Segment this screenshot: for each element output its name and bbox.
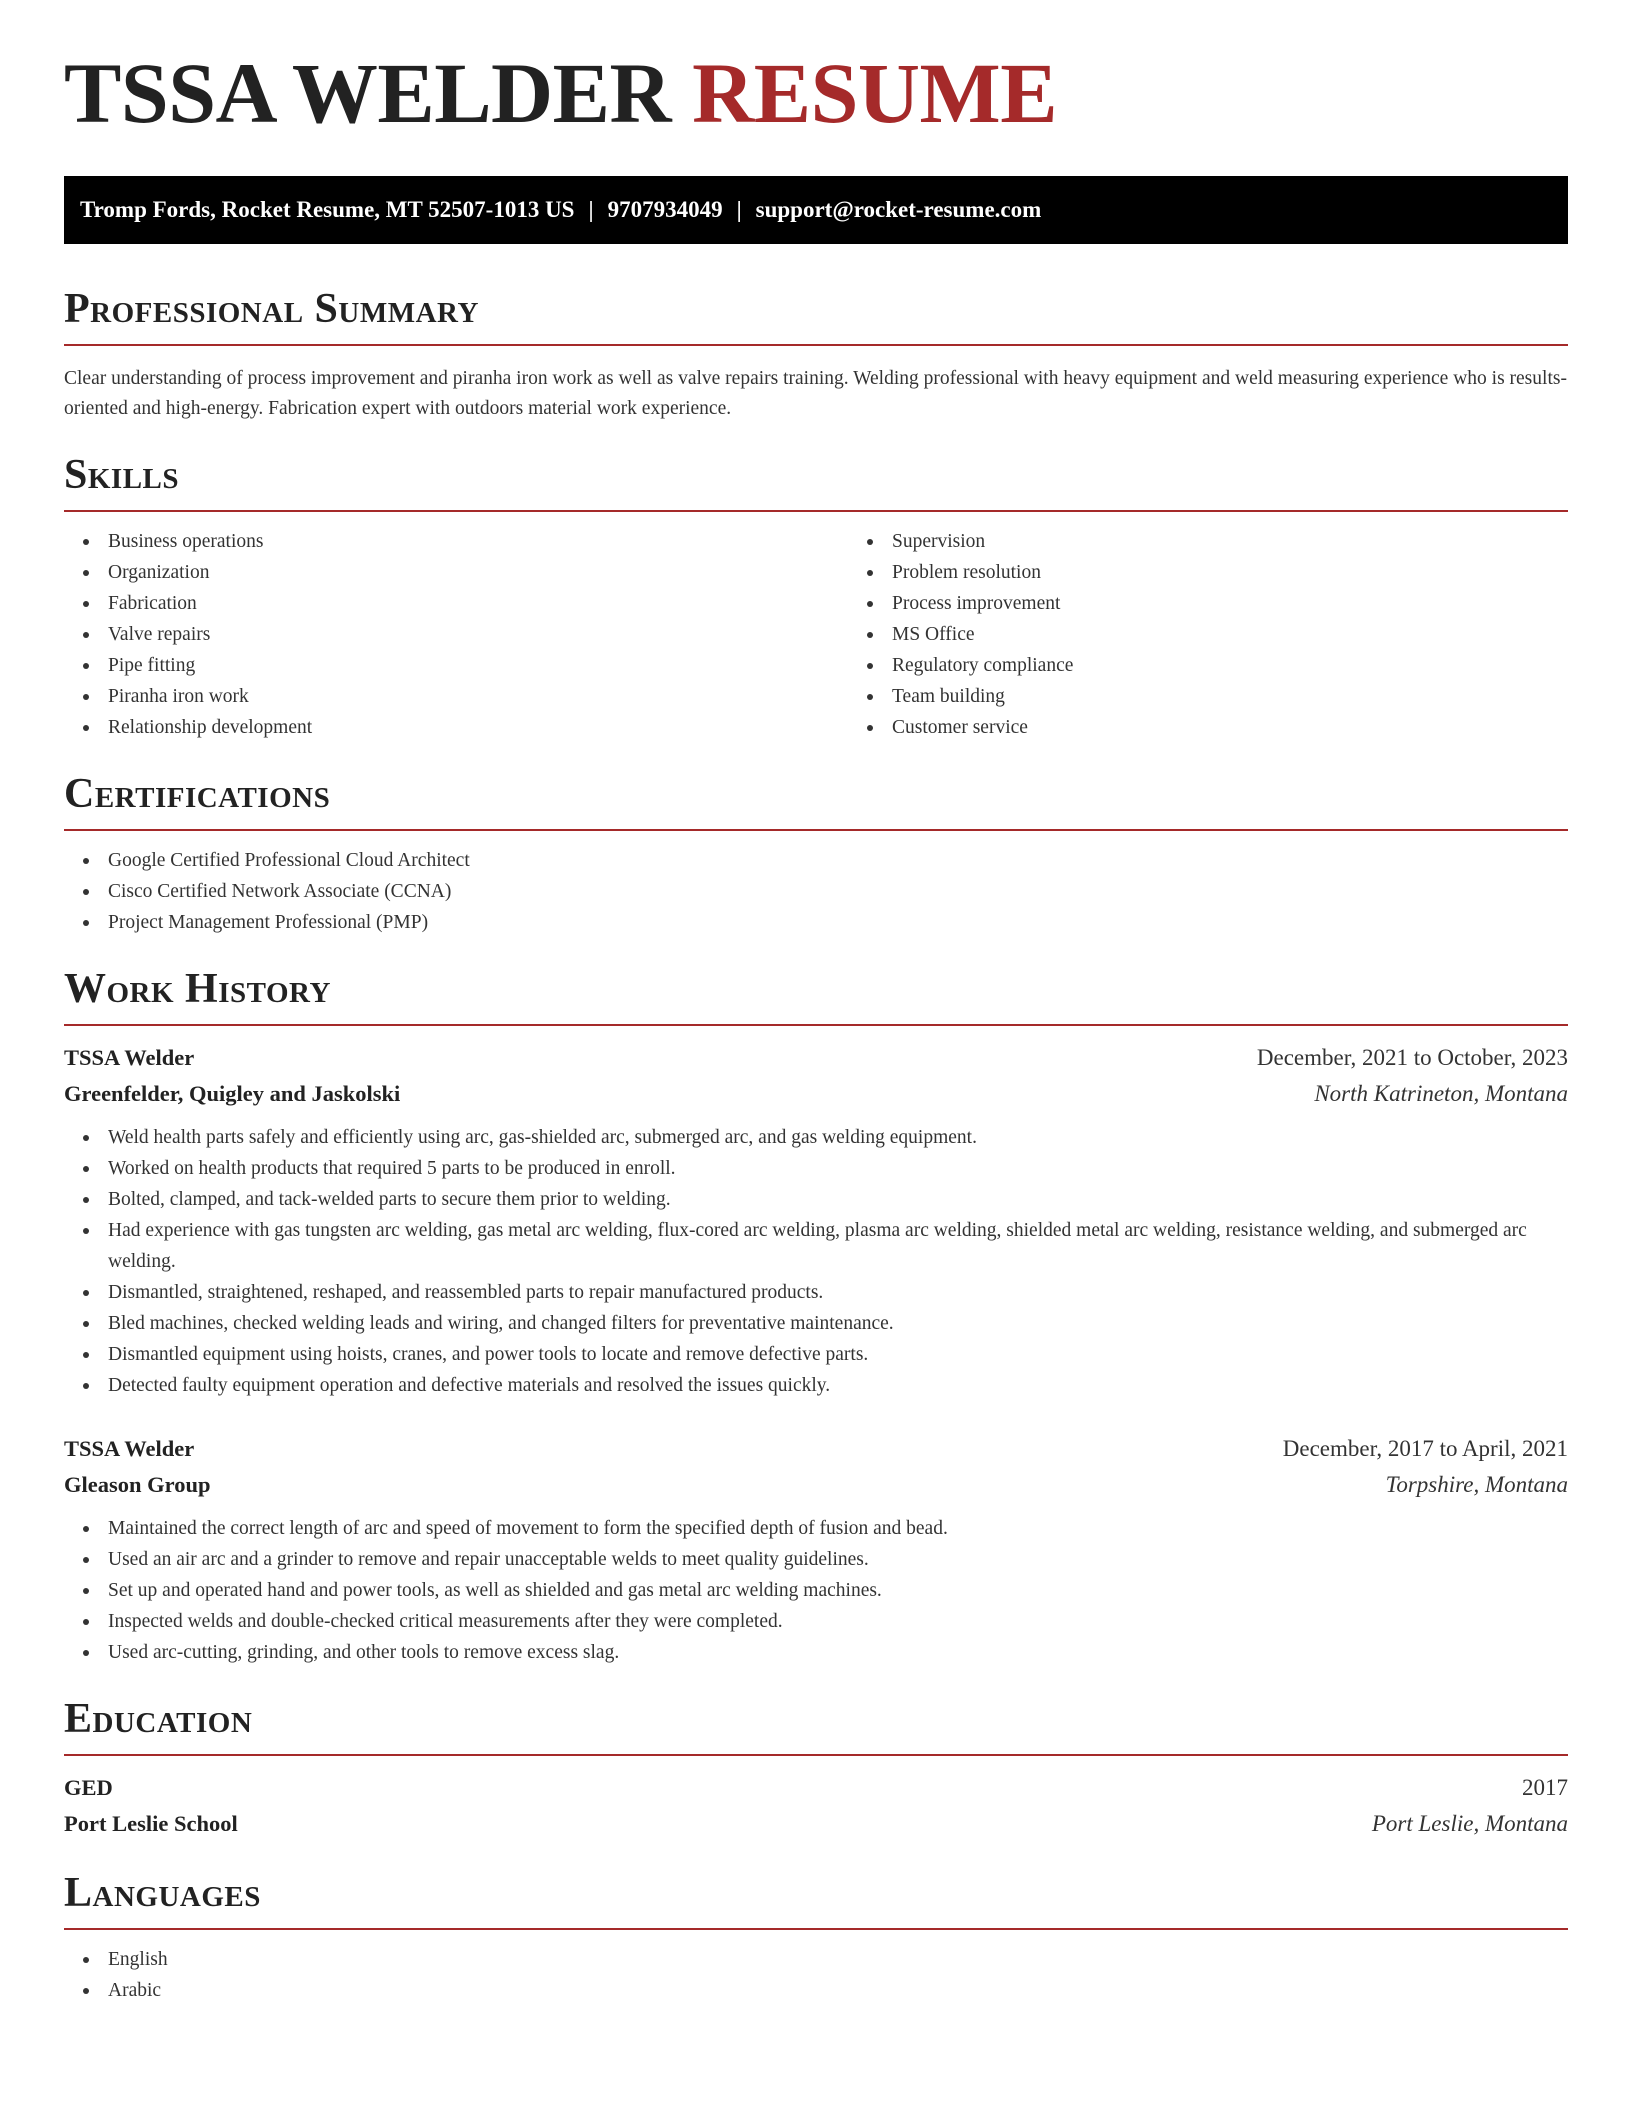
skills-columns (64, 512, 1568, 743)
skill-item: Organization (108, 557, 848, 588)
skill-item: Team building (892, 681, 1073, 712)
skill-item: Fabrication (108, 588, 848, 619)
work-history-heading: Work History (64, 968, 1568, 1026)
contact-bar (64, 176, 1568, 244)
languages-heading: Languages (64, 1872, 1568, 1930)
skill-item: MS Office (892, 619, 1073, 650)
job-company-row (64, 1076, 1568, 1112)
skills-list-left (64, 526, 848, 743)
certification-item: Google Certified Professional Cloud Architect (108, 845, 1568, 876)
education-year: 2017 (1522, 1775, 1568, 1800)
contact-separator: | (736, 197, 742, 222)
skill-item: Customer service (892, 712, 1073, 743)
job-company: Greenfelder, Quigley and Jaskolski (64, 1081, 401, 1106)
resume-title (64, 45, 1568, 141)
skill-item: Piranha iron work (108, 681, 848, 712)
certifications-heading: Certifications (64, 773, 1568, 831)
job-title-row (64, 1431, 1568, 1467)
job-duty: Dismantled equipment using hoists, cranes, and power tools to locate and remove defective parts. (108, 1339, 1568, 1370)
job-duty: Weld health parts safely and efficiently using arc, gas-shielded arc, submerged arc, and gas welding equipment. (108, 1122, 1568, 1153)
education-degree-row (64, 1770, 1568, 1806)
language-item: English (108, 1944, 1568, 1975)
job-duties (64, 1513, 1568, 1668)
skill-item: Valve repairs (108, 619, 848, 650)
job-duty: Used arc-cutting, grinding, and other tools to remove excess slag. (108, 1637, 1568, 1668)
job-duties (64, 1122, 1568, 1401)
education-degree: GED (64, 1775, 113, 1800)
job-company: Gleason Group (64, 1472, 211, 1497)
job-duty: Used an air arc and a grinder to remove and repair unacceptable welds to meet quality guidelines. (108, 1544, 1568, 1575)
skill-item: Supervision (892, 526, 1073, 557)
skill-item: Problem resolution (892, 557, 1073, 588)
job-duty: Had experience with gas tungsten arc welding, gas metal arc welding, flux-cored arc welding, plasma arc welding, shielded metal arc welding, resistance welding, and submerged arc welding. (108, 1215, 1568, 1277)
job-duty: Maintained the correct length of arc and speed of movement to form the specified depth of fusion and bead. (108, 1513, 1568, 1544)
job-title: TSSA Welder (64, 1436, 195, 1461)
skill-item: Process improvement (892, 588, 1073, 619)
job-duty: Detected faulty equipment operation and defective materials and resolved the issues quickly. (108, 1370, 1568, 1401)
education-section (64, 1698, 1568, 1842)
job-duty: Bled machines, checked welding leads and wiring, and changed filters for preventative maintenance. (108, 1308, 1568, 1339)
skill-item: Pipe fitting (108, 650, 848, 681)
skills-section (64, 454, 1568, 743)
summary-text: Clear understanding of process improvement and piranha iron work as well as valve repairs training. Welding professional with heavy equipment and weld measuring experience who is results-oriented and high-energy. Fabrication expert with outdoors material work experience. (64, 368, 1567, 419)
job-company-row (64, 1467, 1568, 1503)
certifications-list (64, 845, 1568, 938)
title-main: TSSA WELDER (64, 45, 672, 141)
contact-separator: | (588, 197, 594, 222)
skill-item: Business operations (108, 526, 848, 557)
job-entry (64, 1040, 1568, 1401)
education-entry (64, 1770, 1568, 1842)
job-dates: December, 2017 to April, 2021 (1282, 1436, 1568, 1461)
skill-item: Regulatory compliance (892, 650, 1073, 681)
languages-list (64, 1944, 1568, 2006)
job-dates: December, 2021 to October, 2023 (1256, 1045, 1568, 1070)
contact-email[interactable]: support@rocket-resume.com (755, 197, 1042, 222)
languages-section (64, 1872, 1568, 2006)
work-history-section (64, 968, 1568, 1668)
education-school: Port Leslie School (64, 1811, 238, 1836)
job-duty: Dismantled, straightened, reshaped, and reassembled parts to repair manufactured products. (108, 1277, 1568, 1308)
certification-item: Cisco Certified Network Associate (CCNA) (108, 876, 1568, 907)
job-duty: Worked on health products that required 5 parts to be produced in enroll. (108, 1153, 1568, 1184)
summary-section (64, 288, 1568, 424)
title-accent: RESUME (692, 45, 1058, 141)
contact-phone[interactable]: 9707934049 (607, 197, 723, 222)
skills-list-right (848, 526, 1073, 743)
skills-heading: Skills (64, 454, 1568, 512)
summary-heading: Professional Summary (64, 288, 1568, 346)
job-title-row (64, 1040, 1568, 1076)
contact-address: Tromp Fords, Rocket Resume, MT 52507-1013 US (80, 197, 575, 222)
job-duty: Bolted, clamped, and tack-welded parts to secure them prior to welding. (108, 1184, 1568, 1215)
education-school-row (64, 1806, 1568, 1842)
job-location: Torpshire, Montana (1385, 1472, 1568, 1497)
certification-item: Project Management Professional (PMP) (108, 907, 1568, 938)
education-heading: Education (64, 1698, 1568, 1756)
job-location: North Katrineton, Montana (1314, 1081, 1568, 1106)
job-duty: Inspected welds and double-checked critical measurements after they were completed. (108, 1606, 1568, 1637)
certifications-section (64, 773, 1568, 938)
job-duty: Set up and operated hand and power tools, as well as shielded and gas metal arc welding machines. (108, 1575, 1568, 1606)
language-item: Arabic (108, 1975, 1568, 2006)
skill-item: Relationship development (108, 712, 848, 743)
education-location: Port Leslie, Montana (1371, 1811, 1568, 1836)
job-entry (64, 1431, 1568, 1668)
job-title: TSSA Welder (64, 1045, 195, 1070)
